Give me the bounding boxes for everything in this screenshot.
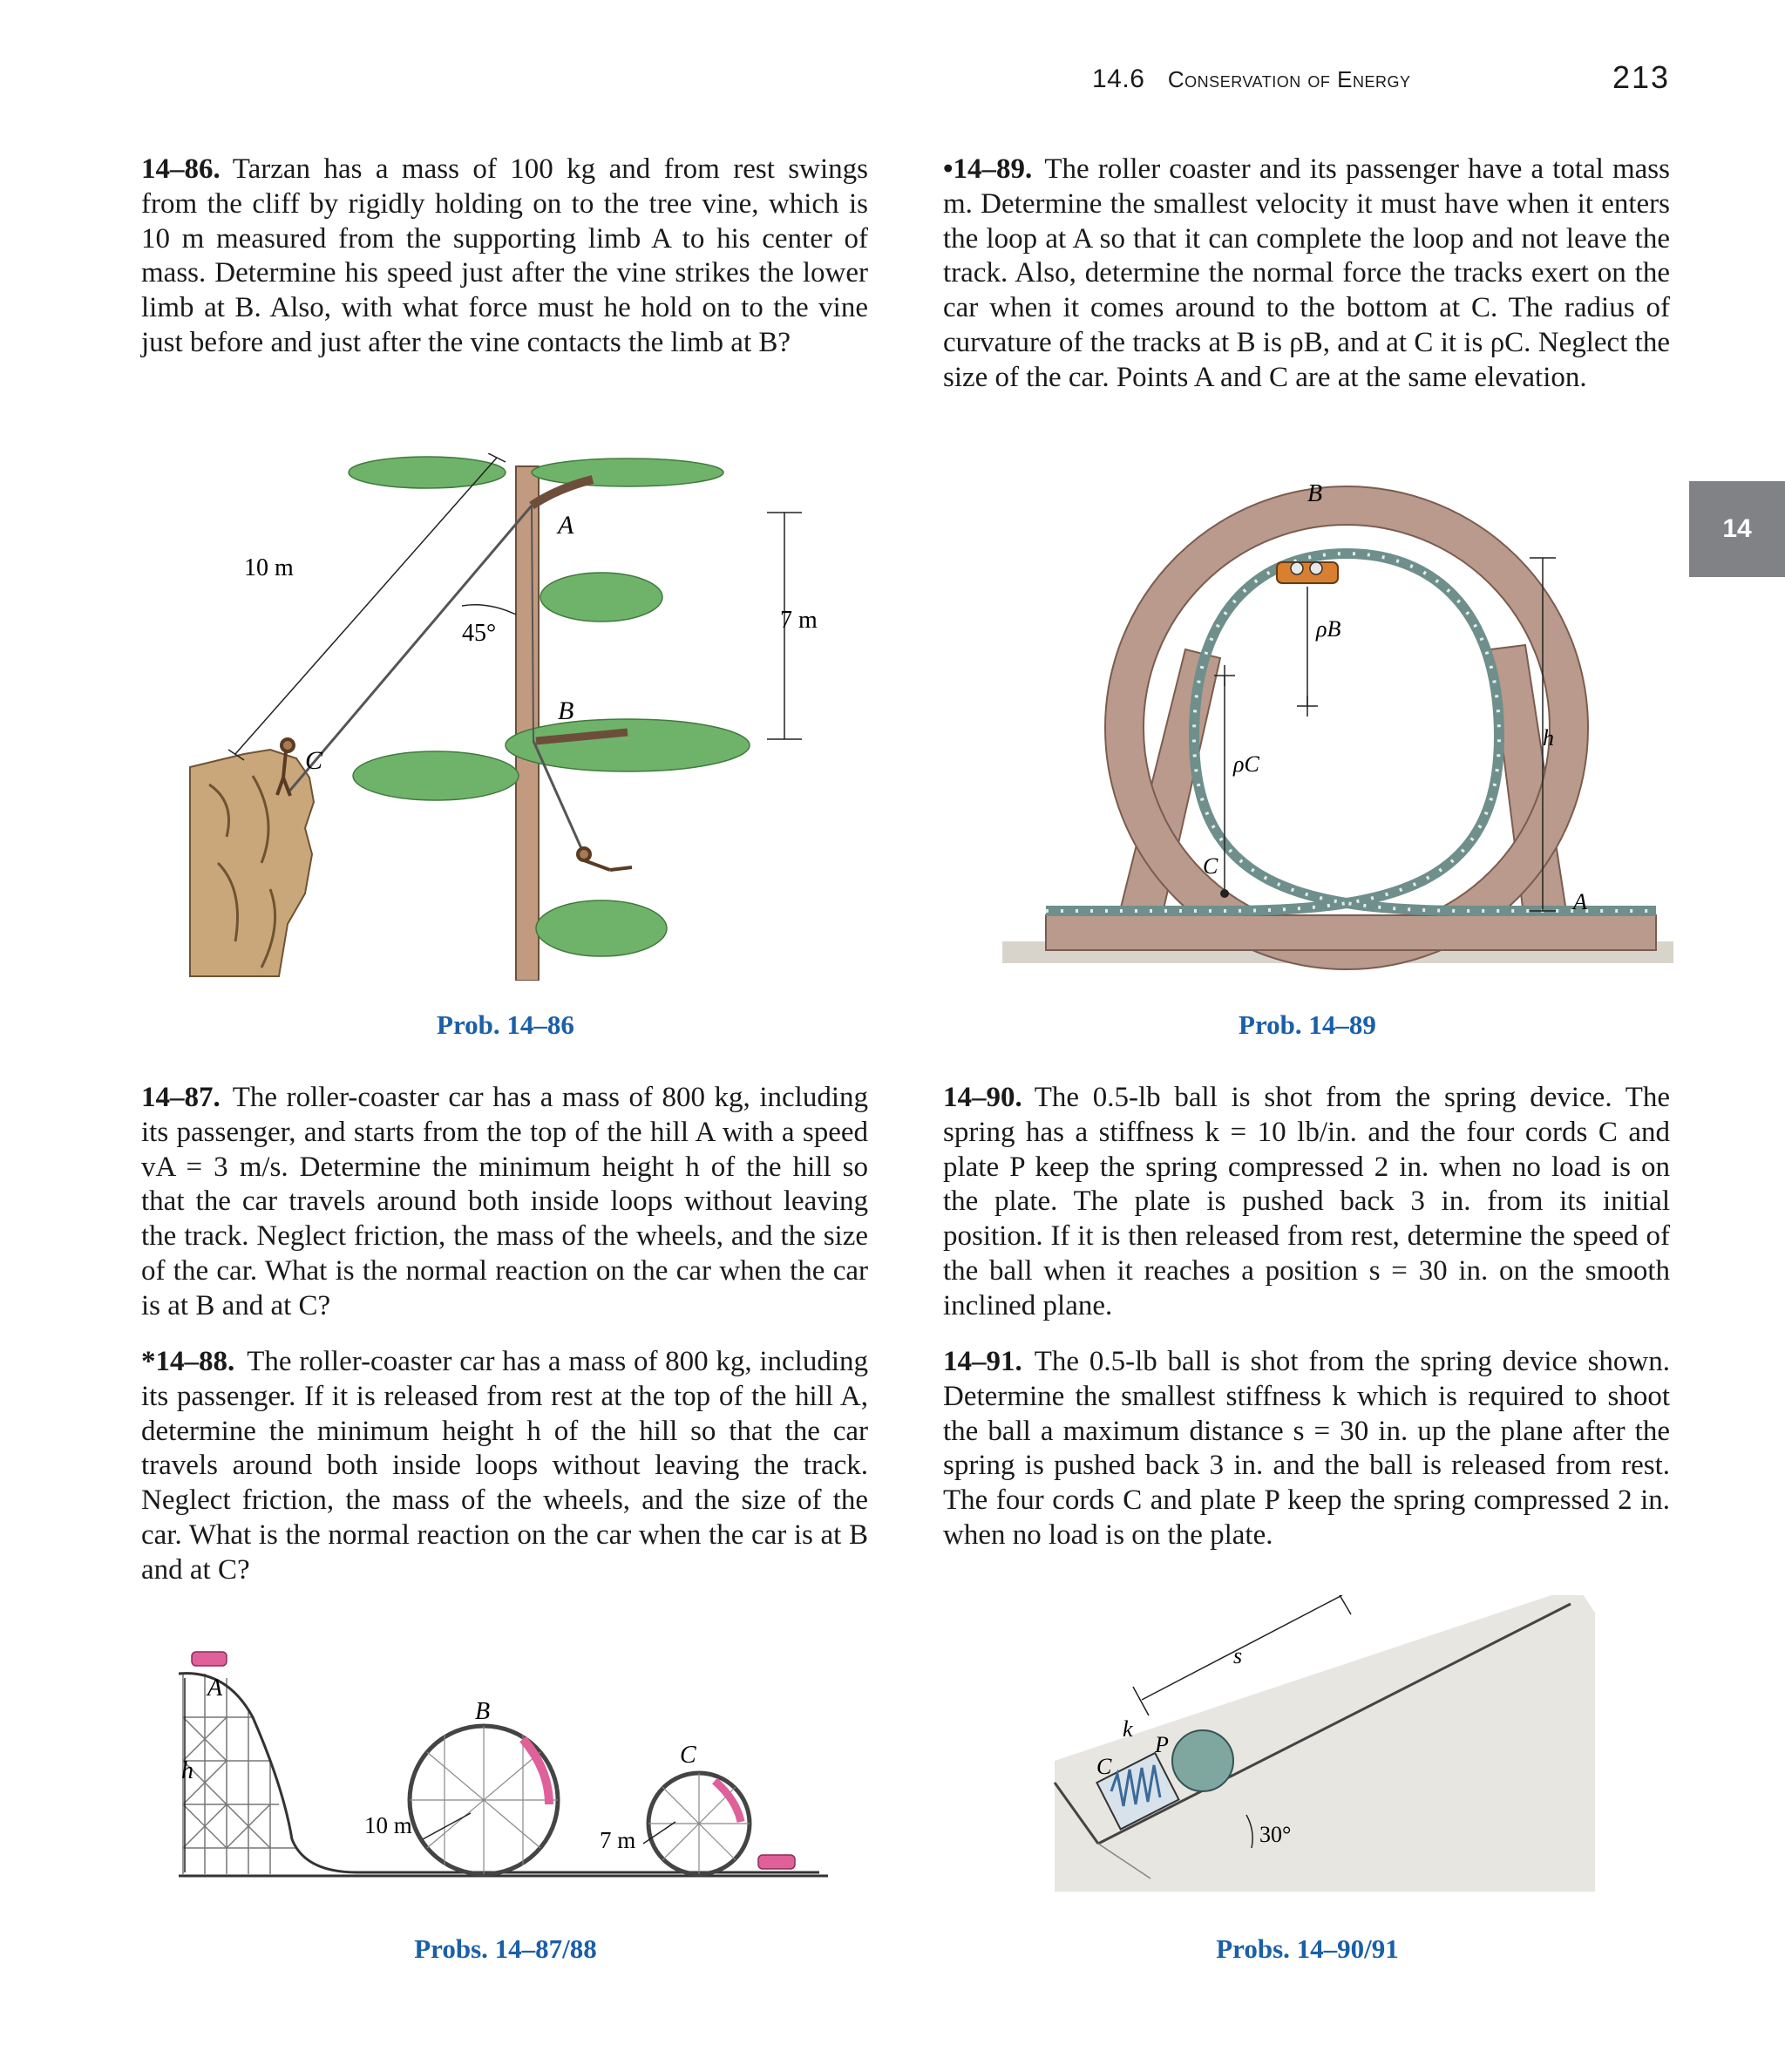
label-C: C	[680, 1742, 696, 1769]
label-30deg: 30°	[1259, 1822, 1292, 1847]
label-h: h	[1543, 725, 1554, 751]
problem-number: 14–91.	[943, 1346, 1022, 1377]
caption-14-87-88: Probs. 14–87/88	[414, 1933, 597, 1964]
label-C: C	[1096, 1754, 1112, 1779]
tree-foliage	[349, 457, 750, 956]
label-rhoC: ρC	[1233, 751, 1259, 777]
chapter-tab: 14	[1689, 481, 1785, 577]
problem-text: The 0.5-lb ball is shot from the spring device shown. Determine the smallest stiffness k which is required to shoot the ball a maximum distance s = 30 in. up the plane after the spring is pushed back 3 in. and the ball is released from rest. The four cords C and plate P keep the spring compressed 2 in. when no load is on the plate.	[943, 1346, 1670, 1551]
caption-14-89: Prob. 14–89	[1239, 1009, 1376, 1040]
label-s: s	[1233, 1643, 1243, 1668]
section-number: 14.6	[1092, 65, 1145, 93]
coaster-car-top	[192, 1652, 227, 1666]
ball	[1172, 1730, 1233, 1791]
label-h: h	[181, 1757, 193, 1784]
label-rhoB: ρB	[1316, 616, 1341, 642]
problem-number: 14–90.	[943, 1082, 1022, 1113]
label-10m: 10 m	[364, 1812, 412, 1838]
figure-loop	[994, 475, 1673, 972]
label-k: k	[1123, 1716, 1133, 1742]
label-C: C	[305, 746, 323, 775]
label-C: C	[1203, 853, 1218, 879]
caption-14-90-91: Probs. 14–90/91	[1216, 1933, 1399, 1964]
figure-spring-incline	[1037, 1595, 1595, 1892]
problem-number: •14–89.	[943, 153, 1033, 185]
tarzan-swinging	[578, 848, 632, 870]
label-P: P	[1155, 1732, 1169, 1757]
coaster-car-exit	[758, 1855, 795, 1869]
problem-number: 14–87.	[141, 1082, 221, 1113]
label-45deg: 45°	[462, 620, 497, 647]
page-number: 213	[1612, 59, 1671, 95]
problem-number: *14–88.	[141, 1346, 235, 1377]
problem-text: The roller coaster and its passenger have a total mass m. Determine the smallest velocity it must have when it enters the loop at A so that it can complete the loop and not leave the track. Also, determine the normal force the tracks exert on the car when it comes around to the bottom at C. The radius of curvature of the tracks at B is ρB, and at C it is ρC. Neglect the size of the car. Points A and C are at the same elevation.	[943, 153, 1670, 393]
problem-text: Tarzan has a mass of 100 kg and from rest swings from the cliff by rigidly holding on to the tree vine, which is 10 m measured from the supporting limb A to his center of mass. Determine his speed just after the vine strikes the lower limb at B. Also, with what force must he hold on to the vine just before and just after the vine contacts the limb at B?	[141, 153, 868, 358]
label-7m: 7 m	[600, 1827, 636, 1853]
figure-roller-coaster	[166, 1639, 837, 1892]
label-B: B	[475, 1698, 491, 1725]
problem-14-89	[943, 153, 1670, 396]
problem-text: The roller-coaster car has a mass of 800 kg, including its passenger. If it is released from rest at the top of the hill A, determine the minimum height h of the hill so that the car travels around both inside loops without leaving the track. Neglect friction, the mass of the wheels, and the size of the car. What is the normal reaction on the car when the car is at B and at C?	[141, 1346, 868, 1586]
problem-14-91	[943, 1345, 1670, 1553]
label-10m: 10 m	[244, 554, 294, 581]
running-header	[0, 59, 1785, 103]
label-B: B	[1307, 480, 1323, 507]
figure-tarzan	[174, 453, 854, 981]
problem-14-86	[141, 153, 868, 361]
problem-text: The roller-coaster car has a mass of 800 kg, including its passenger, and starts from the top of the hill A with a speed vA = 3 m/s. Determine the minimum height h of the hill so that the car travels around both inside loops without leaving the track. Neglect friction, the mass of the wheels, and the size of the car. What is the normal reaction on the car when the car is at B and at C?	[141, 1082, 868, 1321]
label-7m: 7 m	[780, 607, 818, 634]
coaster-track	[179, 1674, 819, 1872]
problem-text: The 0.5-lb ball is shot from the spring device. The spring has a stiffness k = 10 lb/in. and the four cords C and plate P keep the spring compressed 2 in. when no load is on the plate. The plate is pushed back 3 in. from its initial position. If it is then released from rest, determine the speed of the ball when it reaches a position s = 30 in. on the smooth inclined plane.	[943, 1082, 1670, 1321]
label-A: A	[558, 511, 574, 540]
problem-number: 14–86.	[141, 153, 221, 185]
caption-14-86: Prob. 14–86	[437, 1009, 574, 1040]
label-B: B	[558, 696, 574, 725]
problem-14-90	[943, 1081, 1670, 1324]
label-A: A	[207, 1675, 223, 1702]
tree-trunk	[516, 466, 539, 981]
section-name: Conservation of Energy	[1167, 66, 1411, 92]
problem-14-88	[141, 1345, 868, 1588]
section-title	[1092, 65, 1411, 94]
coaster-car	[1277, 562, 1338, 583]
label-A: A	[1573, 889, 1587, 914]
problem-14-87	[141, 1081, 868, 1324]
